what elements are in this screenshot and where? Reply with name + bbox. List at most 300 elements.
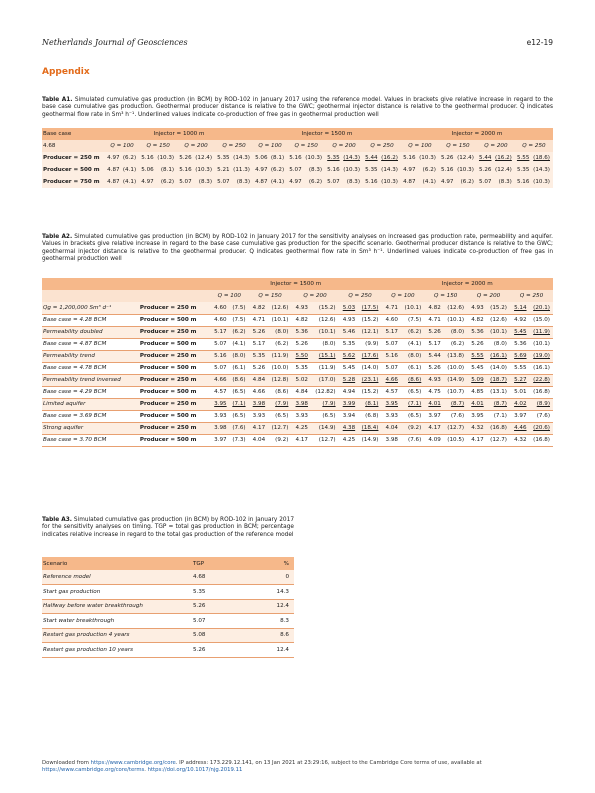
cell-value: 5.16 [177,164,193,176]
cell-value: 5.55 [510,362,528,374]
cell-value: 5.44 [363,152,379,164]
cell-percent: (16.2) [379,152,401,164]
cell-value: 5.44 [424,350,442,362]
cell-value: 4.82 [467,314,485,326]
table-a2-q-header: Q = 150 [424,290,467,302]
cell-value: 5.26 [424,326,442,338]
footer-prefix: Downloaded from [42,760,91,766]
cell-value: 3.98 [291,398,309,410]
cell-value: 0 [237,570,294,585]
table-row [42,326,553,338]
scenario-label: Qg = 1,200,000 Sm³ d⁻¹ [42,302,139,314]
cell-percent: (8.0) [442,326,467,338]
cell-value: 4.87 [401,176,417,188]
cell-value: 4.84 [249,374,267,386]
journal-title: Netherlands Journal of Geosciences [42,38,188,47]
cell-value: 5.62 [339,350,357,362]
cell-value: 4.60 [210,314,228,326]
cell-percent: (12.8) [266,374,291,386]
cell-percent: (10.1) [528,338,553,350]
cell-percent: (8.9) [528,398,553,410]
cell-percent: (10.3) [193,164,215,176]
cell-value: 5.26 [249,362,267,374]
cell-percent: (10.1) [485,326,510,338]
cell-percent: (10.3) [530,176,553,188]
cell-percent: (7.1) [399,398,424,410]
cell-value: 5.26 [439,152,455,164]
table-a2-q-row [42,290,553,302]
cell-percent: (6.5) [309,410,339,422]
cell-value: 5.16 [139,152,155,164]
cell-percent: (14.0) [485,362,510,374]
cell-percent: (6.1) [399,362,424,374]
cell-percent: (10.1) [266,314,291,326]
cell-percent: (8.3) [341,176,363,188]
footer-link-doi[interactable]: https://doi.org/10.1017/njg.2019.11 [147,767,243,773]
cell-percent: (10.0) [266,362,291,374]
table-a2-caption-text: Simulated cumulative gas production (in BCM) by ROD-102 in January 2017 for the sensitivity analyses on increased gas production rate, permeability and aquifer. Values in brackets give relative increase in regard to the base case cumulative gas production for the specific scenario. Geothermal producer distance is relative to the GWC; geothermal injector distance is relative to the geothermal producer. Q indicates geothermal flow rate in Sm³ h⁻¹. Underlined values indicate co-production of free gas in geothermal production well [42,234,554,263]
cell-percent: (14.9) [356,434,381,446]
cell-percent: (6.2) [155,176,177,188]
cell-value: 5.07 [215,176,231,188]
cell-value: 4.97 [139,176,155,188]
cell-value: 4.71 [424,314,442,326]
cell-percent: (10.1) [442,314,467,326]
cell-percent: (8.1) [155,164,177,176]
cell-value: 12.4 [237,599,294,614]
cell-value: 5.16 [210,350,228,362]
table-a3-caption-text: Simulated cumulative gas production (in BCM) by ROD-102 in January 2017 for the sensitivity analyses on timing. TGP = total gas production in BCM; percentage indicates relative increase in regard to the total gas production of the reference model [42,517,295,538]
cell-percent: (17.0) [309,374,339,386]
table-a1-group-header: Injector = 1000 m [105,128,253,140]
table-row [42,614,294,629]
cell-percent: (13.1) [485,386,510,398]
cell-value: 5.45 [467,362,485,374]
cell-percent: (6.2) [417,164,439,176]
table-a3-header-row [42,557,294,570]
cell-percent: (16.8) [485,422,510,434]
cell-value: 4.75 [424,386,442,398]
table-a3-label: Table A3. [42,517,72,523]
cell-percent: (10.3) [379,176,401,188]
cell-value: 3.93 [249,410,267,422]
cell-value: 5.16 [381,350,399,362]
cell-value: 4.60 [381,314,399,326]
cell-value: 5.35 [363,164,379,176]
row-label: Producer = 500 m [42,164,105,176]
table-a1-q-header: Q = 200 [177,140,215,152]
table-a2-q-header: Q = 100 [381,290,424,302]
cell-percent: (22.8) [528,374,553,386]
cell-value: 5.55 [467,350,485,362]
cell-percent: (14.9) [442,374,467,386]
cell-value: 5.69 [510,350,528,362]
cell-value: 5.36 [467,326,485,338]
table-a1-label: Table A1. [42,97,73,103]
cell-value: 5.07 [210,338,228,350]
cell-percent: (7.9) [309,398,339,410]
producer-label: Producer = 250 m [139,422,210,434]
cell-value: 5.35 [515,164,531,176]
cell-value: 4.04 [381,422,399,434]
cell-value: 8.3 [237,614,294,629]
producer-label: Producer = 500 m [139,410,210,422]
cell-percent: (6.2) [303,176,325,188]
cell-value: 4.93 [339,314,357,326]
table-a1-caption [42,97,553,119]
table-a3-caption [42,517,294,539]
cell-value: 4.87 [253,176,269,188]
table-a2-q-header: Q = 150 [249,290,292,302]
cell-percent: (14.0) [356,362,381,374]
cell-percent: (12.6) [485,314,510,326]
cell-value: 4.82 [291,314,309,326]
scenario-label: Start water breakthrough [42,614,192,629]
cell-value: 4.71 [381,302,399,314]
cell-percent: (14.3) [530,164,553,176]
cell-value: 4.93 [467,302,485,314]
cell-value: 5.07 [177,176,193,188]
cell-percent: (7.6) [442,410,467,422]
scenario-label: Base case = 3.70 BCM [42,434,139,446]
cell-percent: (16.8) [528,386,553,398]
cell-value: 5.26 [291,338,309,350]
cell-value: 4.17 [424,422,442,434]
cell-value: 5.07 [381,338,399,350]
producer-label: Producer = 250 m [139,302,210,314]
cell-percent: (4.1) [269,176,288,188]
cell-percent: (12.4) [492,164,514,176]
table-a3-header: TGP [192,557,237,570]
cell-value: 3.95 [467,410,485,422]
cell-percent: (12.1) [356,326,381,338]
cell-percent: (12.6) [442,302,467,314]
table-row [42,398,553,410]
table-a1-q-header: Q = 250 [515,140,553,152]
cell-percent: (8.0) [309,338,339,350]
table-a2-corner [42,278,210,290]
table-a2-group-header: Injector = 1500 m [210,278,381,290]
cell-percent: (14.3) [341,152,363,164]
table-a2 [42,278,553,447]
table-a1-q-header: Q = 250 [215,140,253,152]
producer-label: Producer = 500 m [139,314,210,326]
cell-percent: (7.5) [228,302,249,314]
cell-percent: (7.5) [399,314,424,326]
scenario-label: Limited aquifer [42,398,139,410]
cell-value: 5.28 [339,374,357,386]
table-a1-group-header: Injector = 1500 m [253,128,401,140]
cell-value: 5.35 [249,350,267,362]
cell-value: 4.01 [467,398,485,410]
cell-value: 4.68 [192,570,237,585]
table-a3-header: Scenario [42,557,192,570]
cell-percent: (6.5) [228,410,249,422]
cell-value: 5.26 [249,326,267,338]
appendix-heading: Appendix [42,67,90,77]
cell-value: 5.16 [401,152,417,164]
table-a3 [42,557,294,658]
table-a3-header: % [237,557,294,570]
cell-value: 4.93 [291,302,309,314]
table-row [42,643,294,658]
table-row [42,410,553,422]
cell-value: 12.4 [237,643,294,658]
cell-percent: (12.6) [266,302,291,314]
cell-value: 5.16 [325,164,341,176]
table-a2-q-header: Q = 250 [339,290,382,302]
cell-value: 3.95 [381,398,399,410]
cell-percent: (9.2) [399,422,424,434]
scenario-label: Permeability trend [42,350,139,362]
cell-value: 4.25 [291,422,309,434]
table-a2-q-header: Q = 250 [510,290,553,302]
cell-percent: (14.3) [379,164,401,176]
cell-value: 5.35 [339,338,357,350]
cell-value: 5.26 [467,338,485,350]
table-row [42,314,553,326]
cell-value: 4.97 [401,164,417,176]
cell-percent: (10.7) [442,386,467,398]
cell-value: 4.85 [467,386,485,398]
cell-percent: (6.8) [356,410,381,422]
cell-percent: (20.6) [528,422,553,434]
producer-label: Producer = 250 m [139,326,210,338]
table-a2-q-corner [42,290,210,302]
cell-percent: (12.7) [266,422,291,434]
scenario-label: Restart gas production 4 years [42,628,192,643]
table-a2-q-header: Q = 200 [291,290,338,302]
cell-value: 5.07 [381,362,399,374]
cell-value: 3.99 [339,398,357,410]
cell-percent: (7.6) [399,434,424,446]
running-head [42,38,553,50]
table-row [42,350,553,362]
cell-value: 14.3 [237,585,294,600]
cell-percent: (8.7) [485,398,510,410]
producer-label: Producer = 500 m [139,338,210,350]
cell-percent: (12.82) [309,386,339,398]
cell-percent: (7.9) [266,398,291,410]
cell-percent: (8.3) [193,176,215,188]
cell-percent: (6.5) [399,386,424,398]
cell-value: 5.14 [510,302,528,314]
cell-percent: (9.9) [356,338,381,350]
cell-percent: (17.5) [356,302,381,314]
cell-percent: (8.0) [266,326,291,338]
cell-percent: (8.6) [228,374,249,386]
cell-percent: (8.1) [269,152,288,164]
cell-percent: (11.3) [231,164,253,176]
cell-percent: (12.4) [193,152,215,164]
cell-percent: (7.3) [228,434,249,446]
cell-value: 5.35 [192,585,237,600]
scenario-label: Permeability trend inversed [42,374,139,386]
table-a1-q-header: Q = 100 [253,140,287,152]
scenario-label: Base case = 4.29 BCM [42,386,139,398]
cell-percent: (7.1) [485,410,510,422]
table-a2-label: Table A2. [42,234,73,240]
cell-value: 5.35 [325,152,341,164]
cell-percent: (15.2) [309,302,339,314]
cell-value: 5.08 [192,628,237,643]
cell-value: 5.45 [339,362,357,374]
cell-value: 5.16 [439,164,455,176]
page-number: e12-19 [526,38,553,47]
cell-percent: (15.0) [528,314,553,326]
cell-percent: (15.1) [309,350,339,362]
cell-value: 3.98 [210,422,228,434]
cell-value: 4.46 [510,422,528,434]
table-a1-q-header: Q = 150 [139,140,177,152]
cell-value: 3.93 [210,410,228,422]
table-a1-q-row [42,140,553,152]
cell-percent: (8.0) [485,338,510,350]
cell-value: 5.07 [210,362,228,374]
cell-percent: (6.2) [442,338,467,350]
cell-value: 5.55 [515,152,531,164]
cell-percent: (8.6) [266,386,291,398]
footer-link-terms[interactable]: https://www.cambridge.org/core/terms [42,767,145,773]
table-a1-base-value: 4.68 [42,140,105,152]
cell-value: 4.04 [249,434,267,446]
cell-value: 4.82 [249,302,267,314]
cell-value: 5.07 [192,614,237,629]
producer-label: Producer = 500 m [139,434,210,446]
cell-value: 3.97 [210,434,228,446]
cell-percent: (6.2) [121,152,140,164]
table-a2-caption [42,234,553,264]
cell-value: 3.97 [510,410,528,422]
cell-percent: (12.7) [442,422,467,434]
cell-value: 3.98 [381,434,399,446]
table-row [42,585,294,600]
row-label: Producer = 750 m [42,176,105,188]
cell-value: 4.66 [210,374,228,386]
cell-value: 8.6 [237,628,294,643]
cell-percent: (18.7) [485,374,510,386]
cell-value: 5.16 [515,176,531,188]
scenario-label: Restart gas production 10 years [42,643,192,658]
table-a1 [42,128,553,188]
cell-value: 4.09 [424,434,442,446]
cell-value: 4.66 [381,374,399,386]
cell-percent: (10.3) [303,152,325,164]
table-row [42,176,553,188]
cell-percent: (17.6) [356,350,381,362]
cell-value: 4.71 [249,314,267,326]
cell-percent: (4.1) [121,164,140,176]
cell-value: 5.35 [215,152,231,164]
table-a2-group-header: Injector = 2000 m [381,278,553,290]
cell-percent: (16.1) [485,350,510,362]
cell-value: 4.82 [424,302,442,314]
producer-label: Producer = 500 m [139,386,210,398]
cell-percent: (6.2) [228,326,249,338]
table-a1-q-header: Q = 200 [477,140,515,152]
cell-value: 3.93 [381,410,399,422]
cell-percent: (7.5) [228,314,249,326]
cell-percent: (8.3) [492,176,514,188]
cell-value: 5.26 [192,599,237,614]
cell-value: 5.07 [325,176,341,188]
cell-percent: (4.1) [399,338,424,350]
table-a1-q-header: Q = 250 [363,140,401,152]
cell-value: 4.32 [467,422,485,434]
footer-link-core[interactable]: https://www.cambridge.org/core [90,760,176,766]
cell-percent: (8.3) [303,164,325,176]
cell-value: 4.93 [424,374,442,386]
cell-value: 4.17 [291,434,309,446]
cell-value: 5.02 [291,374,309,386]
cell-percent: (11.9) [528,326,553,338]
cell-value: 4.97 [287,176,303,188]
cell-percent: (16.2) [492,152,514,164]
cell-percent: (6.2) [399,326,424,338]
table-a1-q-header: Q = 150 [439,140,477,152]
table-row [42,422,553,434]
table-a1-q-header: Q = 200 [325,140,363,152]
cell-value: 5.17 [381,326,399,338]
scenario-label: Halfway before water breakthrough [42,599,192,614]
cell-value: 3.97 [424,410,442,422]
cell-value: 4.92 [510,314,528,326]
cell-percent: (18.6) [530,152,553,164]
cell-percent: (14.3) [231,152,253,164]
cell-value: 4.17 [467,434,485,446]
cell-value: 5.07 [287,164,303,176]
cell-value: 4.87 [105,164,121,176]
cell-percent: (10.1) [309,326,339,338]
cell-percent: (19.0) [528,350,553,362]
producer-label: Producer = 250 m [139,350,210,362]
cell-percent: (14.9) [309,422,339,434]
cell-value: 4.02 [510,398,528,410]
cell-value: 5.46 [339,326,357,338]
scenario-label: Base case = 4.87 BCM [42,338,139,350]
cell-percent: (8.1) [356,398,381,410]
cell-value: 5.26 [192,643,237,658]
cell-value: 4.84 [291,386,309,398]
cell-value: 5.26 [177,152,193,164]
table-row [42,628,294,643]
cell-value: 5.35 [291,362,309,374]
cell-percent: (8.3) [231,176,253,188]
cell-percent: (4.1) [228,338,249,350]
cell-value: 5.01 [510,386,528,398]
table-row [42,164,553,176]
cell-value: 4.57 [210,386,228,398]
cell-percent: (12.7) [485,434,510,446]
cell-value: 5.03 [339,302,357,314]
cell-percent: (15.2) [356,386,381,398]
table-a2-q-header: Q = 100 [210,290,249,302]
cell-value: 4.94 [339,386,357,398]
cell-value: 4.32 [510,434,528,446]
cell-value: 5.36 [510,338,528,350]
cell-percent: (9.2) [266,434,291,446]
cell-value: 4.25 [339,434,357,446]
table-row [42,152,553,164]
cell-percent: (13.8) [442,350,467,362]
cell-percent: (10.0) [442,362,467,374]
cell-percent: (6.2) [455,176,477,188]
cell-percent: (4.1) [121,176,140,188]
cell-value: 4.57 [381,386,399,398]
table-row [42,599,294,614]
table-a1-q-header: Q = 100 [401,140,439,152]
cell-value: 5.06 [139,164,155,176]
